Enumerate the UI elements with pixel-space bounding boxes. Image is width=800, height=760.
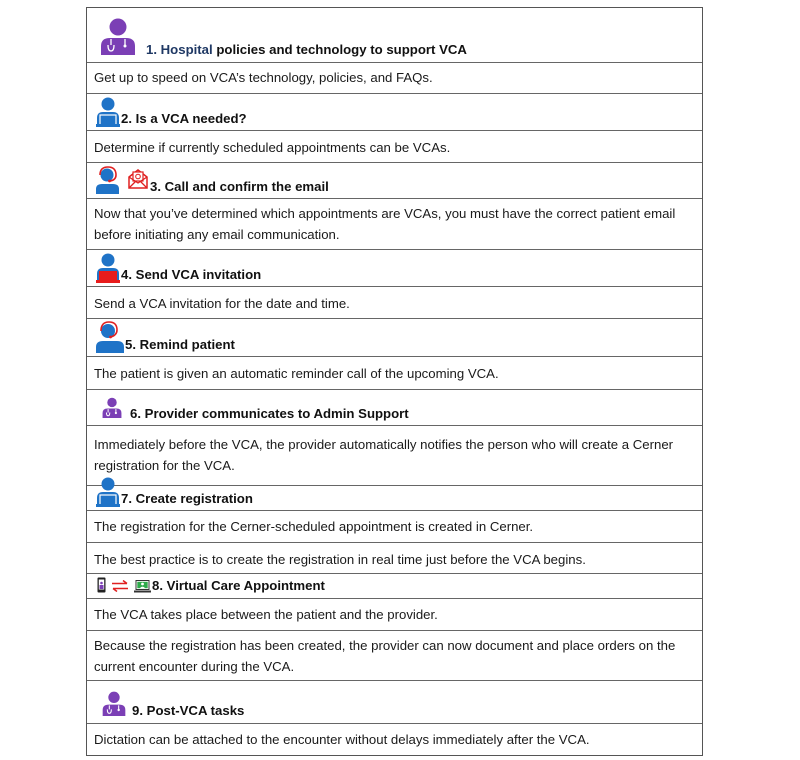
- step-paragraph: Dictation can be attached to the encounter without delays immediately after the VCA.: [94, 732, 590, 747]
- step-8-description-2: [87, 631, 702, 681]
- step-9-description: [87, 724, 702, 755]
- step-7-description-2: [87, 543, 702, 574]
- step-7-description-1: [87, 511, 702, 543]
- step-8-description-1: [87, 599, 702, 631]
- step-title: 8. Virtual Care Appointment: [152, 578, 325, 593]
- step-title: 5. Remind patient: [125, 337, 235, 352]
- step-title-text: policies and technology to support VCA: [212, 42, 467, 57]
- step-paragraph: Get up to speed on VCA’s technology, policies, and FAQs.: [94, 70, 433, 85]
- step-title: [146, 42, 467, 58]
- step-title: 9. Post-VCA tasks: [132, 703, 245, 718]
- step-paragraph: Send a VCA invitation for the date and time.: [94, 296, 350, 311]
- provider-icon: [100, 18, 136, 56]
- step-paragraph: Immediately before the VCA, the provider automatically notifies the person who will create a Cerner registration for the VCA.: [94, 437, 674, 473]
- phone-icon: [97, 577, 106, 593]
- step-2-description: [87, 131, 702, 163]
- step-paragraph: Because the registration has been created, the provider can now document and place orders on the current encounter during the VCA.: [94, 638, 676, 674]
- step-paragraph: The registration for the Cerner-scheduled appointment is created in Cerner.: [94, 519, 534, 534]
- step-paragraph: Determine if currently scheduled appointments can be VCAs.: [94, 140, 451, 155]
- step-6-header: [87, 390, 702, 426]
- step-paragraph: The best practice is to create the registration in real time just before the VCA begins.: [94, 552, 586, 567]
- laptop-video-icon: [134, 580, 151, 593]
- step-paragraph: Now that you’ve determined which appointments are VCAs, you must have the correct patient email before initiating any email communication.: [94, 206, 676, 242]
- staff-computer-icon: [96, 477, 120, 507]
- provider-icon: [102, 691, 126, 717]
- call-agent-icon: [96, 321, 124, 353]
- step-title-accent: 1. Hospital: [146, 42, 213, 57]
- step-2-header: [87, 94, 702, 131]
- step-3-description: [87, 199, 702, 250]
- staff-laptop-icon: [96, 253, 120, 283]
- step-7-header: [87, 486, 702, 511]
- staff-computer-icon: [96, 97, 120, 127]
- step-title: 4. Send VCA invitation: [121, 267, 262, 282]
- step-5-header: [87, 319, 702, 357]
- provider-icon: [102, 397, 122, 419]
- step-paragraph: The VCA takes place between the patient and the provider.: [94, 607, 438, 622]
- step-1-description: [87, 63, 702, 94]
- step-9-header: [87, 681, 702, 724]
- step-8-header: [87, 574, 702, 599]
- email-icon: [128, 169, 148, 189]
- vca-workflow-table: [86, 7, 703, 756]
- step-4-description: [87, 287, 702, 319]
- step-3-header: [87, 163, 702, 199]
- step-5-description: [87, 357, 702, 390]
- step-title: 3. Call and confirm the email: [150, 179, 329, 194]
- step-title: 7. Create registration: [121, 491, 253, 506]
- step-paragraph: The patient is given an automatic reminder call of the upcoming VCA.: [94, 366, 499, 381]
- step-title: 6. Provider communicates to Admin Support: [130, 406, 409, 421]
- step-4-header: [87, 250, 702, 287]
- step-title: 2. Is a VCA needed?: [121, 111, 247, 126]
- call-agent-icon: [96, 166, 120, 194]
- step-1-header: [87, 8, 702, 63]
- exchange-arrows-icon: [111, 580, 129, 592]
